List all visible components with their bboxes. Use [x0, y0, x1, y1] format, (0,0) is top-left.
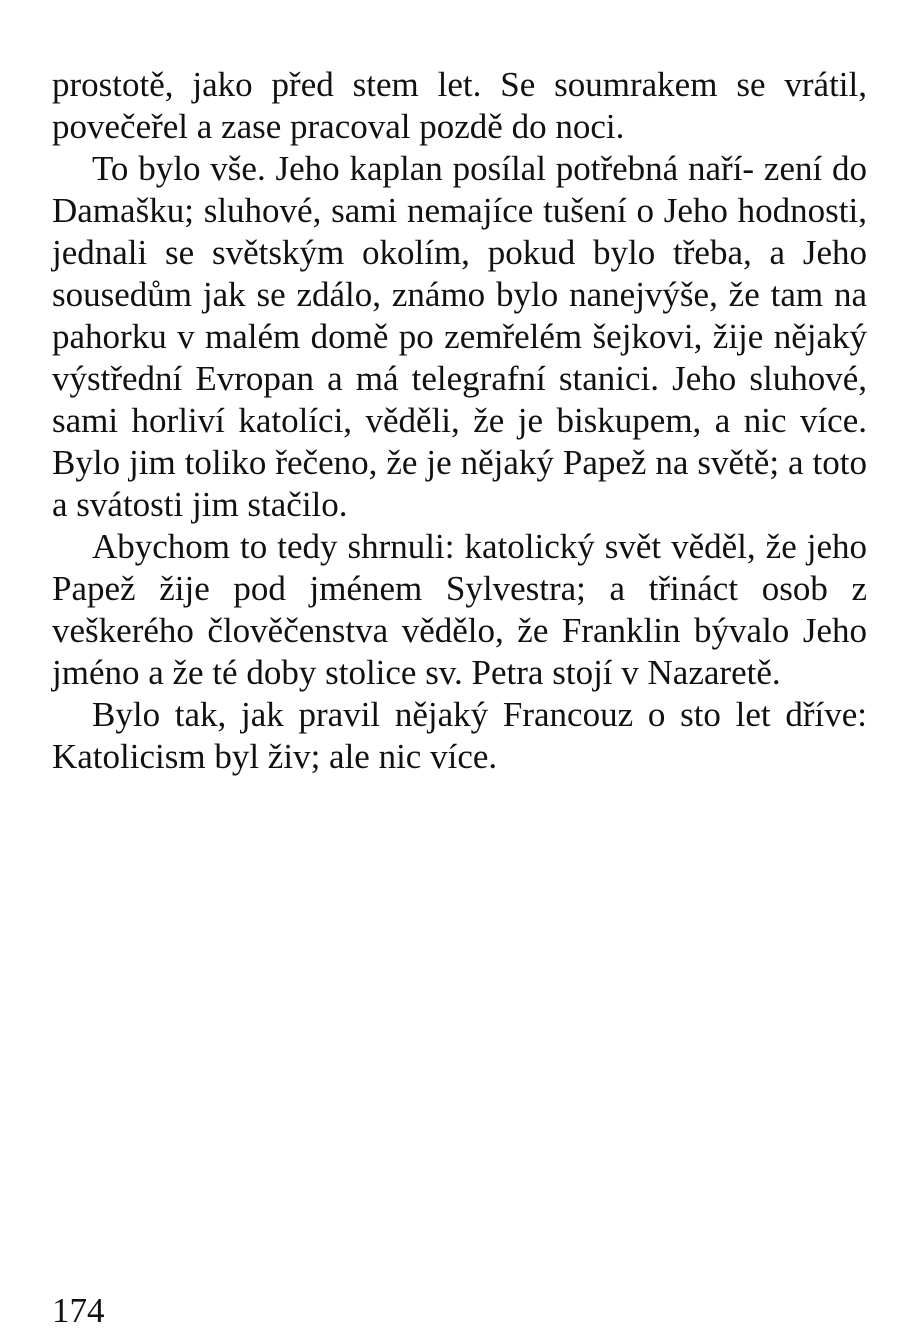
text-line: bylo nanejvýše, že tam na pahorku v malém domě — [52, 275, 867, 356]
text-line: a má telegrafní stanici. Jeho sluhové, sami horliví — [52, 359, 868, 440]
text-line: katolíci, věděli, že je biskupem, a nic více. Bylo jim — [52, 401, 867, 482]
text-line: svátosti jim stačilo. — [76, 485, 348, 524]
text-line: Abychom to tedy shrnuli: katolický svět věděl, že — [92, 527, 797, 566]
text-line: jeho Papež žije pod jménem Sylvestra; a třináct — [52, 527, 868, 608]
paragraph-2 — [52, 148, 867, 526]
page-body — [52, 64, 867, 778]
text-line: osob z veškerého člověčenstva vědělo, že Franklin — [52, 569, 868, 650]
paragraph-3 — [52, 526, 867, 694]
text-line: po zemřelém šejkovi, žije nějaký výstřední Evropan — [52, 317, 867, 398]
text-line: prostotě, jako před stem let. Se soumrakem se vrátil, — [52, 65, 867, 104]
paragraph-1 — [52, 64, 867, 148]
text-line: bylo třeba, a Jeho sousedům jak se zdálo, známo — [52, 233, 868, 314]
text-line: toliko řečeno, že je nějaký Papež na světě; a toto a — [52, 443, 868, 524]
text-line: To bylo vše. Jeho kaplan posílal potřebná naří- — [92, 149, 755, 188]
page-number: 174 — [52, 1291, 105, 1330]
text-line: stojí v Nazaretě. — [552, 653, 781, 692]
paragraph-4 — [52, 694, 867, 778]
text-line: Bylo tak, jak pravil nějaký Francouz o sto let — [92, 695, 771, 734]
text-line: dříve: Katolicism byl živ; ale nic více. — [52, 695, 868, 776]
text-line: zení do Damašku; sluhové, sami nemajíce tušení o — [52, 149, 868, 230]
text-line: bývalo Jeho jméno a že té doby stolice sv. Petra — [52, 611, 867, 692]
text-line: povečeřel a zase pracoval pozdě do noci. — [52, 107, 625, 146]
text-line: Jeho hodnosti, jednali se světským okolím, pokud — [52, 191, 868, 272]
